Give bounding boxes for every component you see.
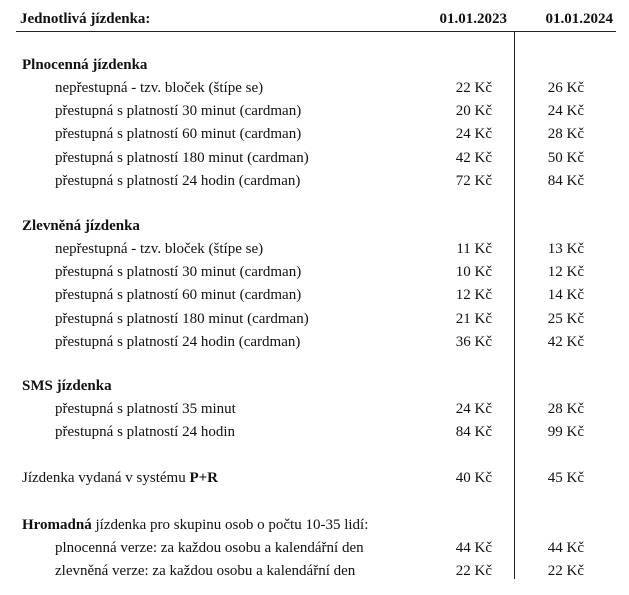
- list-item-price-2024: 26 Kč: [547, 80, 584, 96]
- list-item-label: nepřestupná - tzv. bloček (štípe se): [55, 241, 264, 257]
- list-item-price-2023: 36 Kč: [455, 334, 492, 350]
- list-item-label: přestupná s platností 30 minut (cardman): [55, 264, 302, 280]
- list-item-price-2023: 42 Kč: [455, 150, 492, 166]
- list-item-label: přestupná s platností 35 minut: [55, 401, 236, 417]
- list-item-price-2023: 24 Kč: [455, 401, 492, 417]
- list-item-price-2024: 24 Kč: [547, 103, 584, 119]
- group-section-title: [22, 516, 368, 534]
- table-title: Jednotlivá jízdenka:: [20, 11, 151, 27]
- group-item-price-2023: 22 Kč: [455, 563, 492, 579]
- list-item-price-2024: 99 Kč: [547, 424, 584, 440]
- list-item-price-2023: 10 Kč: [455, 264, 492, 280]
- section-title: SMS jízdenka: [22, 378, 112, 394]
- column-header-2023: 01.01.2023: [439, 11, 507, 27]
- list-item-label: přestupná s platností 30 minut (cardman): [55, 103, 302, 119]
- list-item-label: přestupná s platností 60 minut (cardman): [55, 287, 302, 303]
- column-header-2024: 01.01.2024: [545, 11, 613, 27]
- list-item-price-2024: 13 Kč: [547, 241, 584, 257]
- pr-price-2023: 40 Kč: [455, 470, 492, 486]
- list-item-price-2024: 28 Kč: [547, 126, 584, 142]
- list-item-price-2023: 12 Kč: [455, 287, 492, 303]
- list-item-label: přestupná s platností 180 minut (cardman): [55, 150, 309, 166]
- pr-price-2024: 45 Kč: [547, 470, 584, 486]
- list-item-price-2024: 84 Kč: [547, 173, 584, 189]
- list-item-price-2023: 20 Kč: [455, 103, 492, 119]
- list-item-label: přestupná s platností 60 minut (cardman): [55, 126, 302, 142]
- group-title-rest: jízdenka pro skupinu osob o počtu 10-35 lidí:: [91, 517, 369, 533]
- group-item-price-2023: 44 Kč: [455, 540, 492, 556]
- list-item-price-2023: 72 Kč: [455, 173, 492, 189]
- group-item-label: zlevněná verze: za každou osobu a kalendářní den: [55, 563, 356, 579]
- list-item-price-2023: 84 Kč: [455, 424, 492, 440]
- list-item-price-2024: 28 Kč: [547, 401, 584, 417]
- list-item-price-2023: 24 Kč: [455, 126, 492, 142]
- list-item-label: přestupná s platností 24 hodin (cardman): [55, 334, 301, 350]
- list-item-price-2024: 12 Kč: [547, 264, 584, 280]
- list-item-label: nepřestupná - tzv. bloček (štípe se): [55, 80, 264, 96]
- section-title: Plnocenná jízdenka: [22, 57, 148, 73]
- group-item-price-2024: 44 Kč: [547, 540, 584, 556]
- pr-row-label: [22, 469, 218, 487]
- list-item-price-2024: 42 Kč: [547, 334, 584, 350]
- list-item-price-2024: 25 Kč: [547, 311, 584, 327]
- group-item-label: plnocenná verze: za každou osobu a kalendářní den: [55, 540, 364, 556]
- list-item-label: přestupná s platností 24 hodin: [55, 424, 235, 440]
- section-title: Zlevněná jízdenka: [22, 218, 140, 234]
- list-item-price-2023: 21 Kč: [455, 311, 492, 327]
- group-title-bold: Hromadná: [22, 517, 92, 533]
- list-item-price-2024: 50 Kč: [547, 150, 584, 166]
- pr-label-bold: P+R: [189, 470, 219, 486]
- pr-label-prefix: Jízdenka vydaná v systému: [22, 470, 190, 486]
- list-item-price-2023: 11 Kč: [456, 241, 492, 257]
- list-item-label: přestupná s platností 180 minut (cardman): [55, 311, 309, 327]
- list-item-label: přestupná s platností 24 hodin (cardman): [55, 173, 301, 189]
- list-item-price-2024: 14 Kč: [547, 287, 584, 303]
- group-item-price-2024: 22 Kč: [547, 563, 584, 579]
- list-item-price-2023: 22 Kč: [455, 80, 492, 96]
